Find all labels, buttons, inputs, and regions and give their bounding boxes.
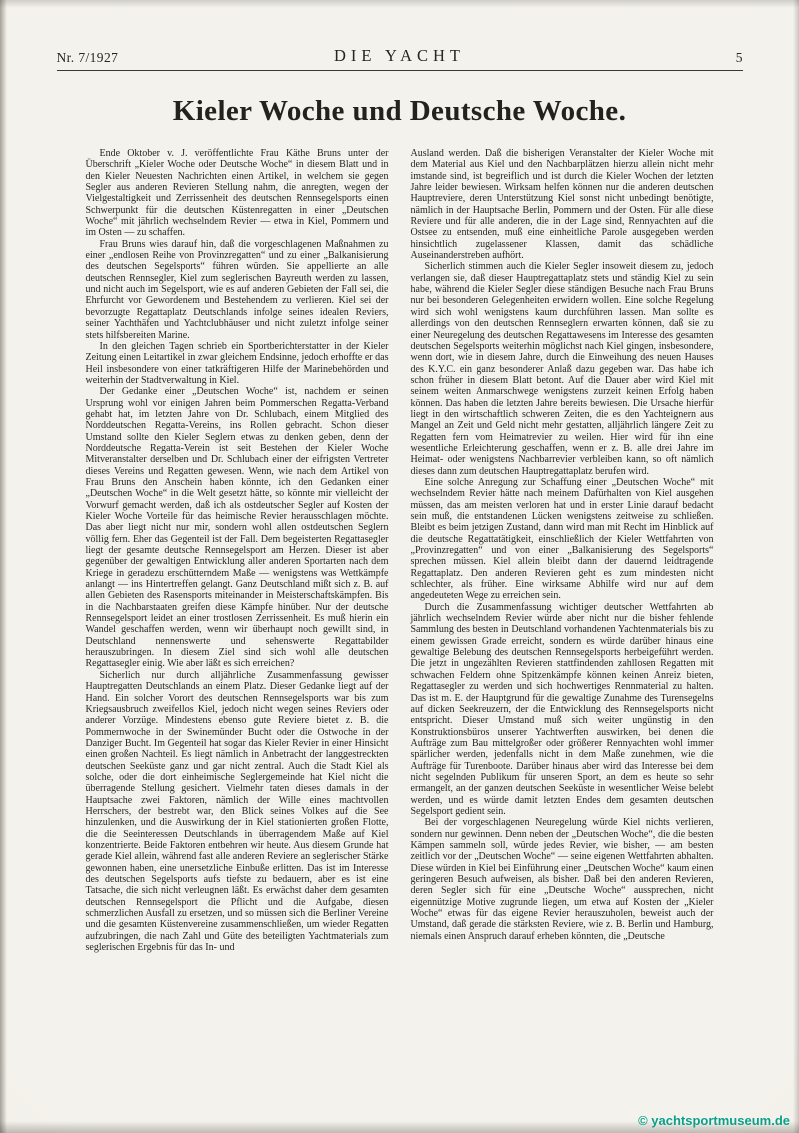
- paragraph: In den gleichen Tagen schrieb ein Sportberichterstatter in der Kieler Zeitung einen Leitartikel in zwar gleichem Endsinne, jedoch erhoffte er das Heil insbesondere von einer tatkräftigeren Hilfe der Marinebehörden und weiterhin der Stadtverwaltung in Kiel.: [85, 340, 389, 386]
- journal-title: DIE YACHT: [333, 46, 465, 65]
- paragraph: Frau Bruns wies darauf hin, daß die vorgeschlagenen Maßnahmen zu einer „endlosen Reihe von Provinzregatten“ und zu einer „Balkanisierung des deutschen Segelsports“ führen würden. Sie appellierte an alle deutschen Rennsegler, Kiel zum seglerischen Bayreuth werden zu lassen, und nicht auch im Segelsport, wie es auf anderen Gebieten der Fall sei, die Ehrfurcht vor Gewordenem und Bestehendem zu verlieren. Kiel sei der bevorzugte Regattaplatz Deutschlands infolge seines idealen Reviers, seiner Yachthäfen und Yachtclubhäuser und nicht zuletzt infolge seiner stets hilfsbereiten Marine.: [85, 238, 389, 341]
- paragraph: Bei der vorgeschlagenen Neuregelung würde Kiel nichts verlieren, sondern nur gewinnen. Denn neben der „Deutschen Woche“, die die besten Kämpen sammeln soll, würde jedes Revier, wie bisher, — am besten zeitlich vor der „Deutschen Woche“ — seine eigenen Wettfahrten abhalten. Diese würden in Kiel bei Einführung einer „Deutschen Woche“ kaum einen geringeren Besuch aufweisen, als bisher. Daß bei den anderen Revieren, deren Segler sich für eine „Deutsche Woche“ aussprechen, nicht eigennützige Motive zugrunde liegen, um etwa auf Kosten der „Kieler Woche“ etwas für das eigene Revier herauszuholen, beweist auch der Umstand, daß gerade die stärksten Reviere, wie z. B. Berlin und Hamburg, niemals einen Anspruch darauf erheben könnten, die „Deutsche: [410, 817, 714, 942]
- paragraph: Sicherlich stimmen auch die Kieler Segler insoweit diesem zu, jedoch verlangen sie, daß dieser Hauptregattaplatz stets und ständig Kiel zu sein habe, während die Kieler Segler diese ständigen Besuche nach Frau Bruns nur bei besonderen Gelegenheiten erwidern wollen. Eine solche Regelung wird sich wohl wenigstens kaum durchführen lassen. Man sollte es allerdings von den deutschen Rennseglern erwarten können, daß sie zu einer Neuregelung des deutschen Regattawesens im Interesse des gesamten deutschen Segelsports weiterhin möglichst nach Kiel gingen, insbesondere, wenn dort, wie in diesem Jahre, durch die Einweihung des neuen Hauses des K.Y.C. ein ganz besonderer Anlaß dazu gegeben war. Das habe ich schon früher in diesem Blatt betont. Auf die Dauer aber wird Kiel mit seinem weiten Anmarschwege wenigstens zurzeit keinen Erfolg haben können. Das haben die letzten Jahre bereits bewiesen. Die Ursache hierfür liegt in den wirtschaftlich schweren Zeiten, die es den Yachteignern aus Mangel an Zeit und Geld nicht mehr gestatten, alljährlich längere Zeit zu Regatten fern vom Heimatrevier zu weilen. Hier wird für ihn eine wesentliche Erleichterung geschaffen, wenn er z. B. alle drei Jahre im Heimat- oder wenigstens Nachbarrevier verbleiben kann, so oft nämlich dieses dann zum deutschen Hauptregattaplatz berufen wird.: [410, 261, 714, 477]
- watermark-copyright: © yachtsportmuseum.de: [638, 1113, 790, 1128]
- header-rule: [57, 70, 743, 71]
- masthead: [57, 0, 743, 66]
- page-number: 5: [735, 50, 743, 65]
- right-column: [411, 148, 714, 953]
- paragraph: Eine solche Anregung zur Schaffung einer „Deutschen Woche“ mit wechselndem Revier hätte nach meinem Dafürhalten von Kiel ausgehen müssen, das am meisten verloren hat und in erster Linie darauf bedacht sein muß, die entstandenen Lücken wenigstens zeitweise zu schließen. Bleibt es beim jetzigen Zustand, dann wird man mit Recht im Hinblick auf die deutsche Regattatätigkeit, einschließlich der Kieler Wettfahrten von „Provinzregatten“ und von einer „Balkanisierung des Segelsports“ sprechen müssen. Kiel allein bleibt dann der dauernd leidtragende Regattaplatz. Den anderen Revieren geht es zum mindesten nicht schlechter, als früher. Eine wirksame Abhilfe wird nur auf dem angedeuteten Wege zu erreichen sein.: [410, 476, 714, 602]
- paragraph-continuation: Ausland werden. Daß die bisherigen Veranstalter der Kieler Woche mit dem Material aus Kiel und den Nachbarplätzen hierzu allein nicht mehr imstande sind, ist begreiflich und ist durch die Kieler Wochen der letzten Jahre leider bewiesen. Wirksam helfen können nur die anderen deutschen Hauptreviere, deren Unterstützung Kiel sonst nicht unbedingt benötigte, nämlich in der Hauptsache Berlin, Pommern und der Osten. Für alle diese Reviere und für alle anderen, die in der Lage sind, Rennyachten auf die Ostsee zu entsenden, muß eine einheitliche Parole ausgegeben werden hinsichtlich zugelassener Klassen, damit das schädliche Auseinanderstreben aufhört.: [410, 148, 714, 262]
- paragraph: Sicherlich nur durch alljährliche Zusammenfassung gewisser Hauptregatten Deutschlands an einem Platz. Dieser Gedanke liegt auf der Hand. Ein solcher Vorort des deutschen Rennsegelsports war bis zum Kriegsausbruch zweifellos Kiel, jedoch nicht wegen seines Reviers oder anderer Vorzüge. Mindestens ebenso gute Reviere bietet z. B. die Pommernwoche in der Swinemünder Bucht oder die Ostwoche in der Danziger Bucht. Im Gegenteil hat sogar das Kieler Revier in einer Hinsicht einen großen Nachteil. Es liegt nämlich in Anbetracht der langgestreckten deutschen Seeküste ganz und gar nicht zentral. Auch die Stadt Kiel als solche, oder die dort einheimische Seglergemeinde hat Kiel nicht die überragende Stellung gesichert. Vielmehr taten dieses damals in der Hauptsache zwei Faktoren, nämlich der Wille eines machtvollen Herrschers, der bestrebt war, den Blick seines Volkes auf die See hinzulenken, und die Auswirkung der in Kiel stationierten großen Flotte, die die Seeinteressen Deutschlands in überragendem Maße auf Kiel konzentrierte. Beide Faktoren entbehren wir heute. Aus diesem Grunde hat gerade Kiel allein, während fast alle anderen Reviere an seglerischer Stärke gewonnen haben, eine unersetzliche Einbuße erlitten. Das ist im Interesse des deutschen Segelsports aufs tiefste zu bedauern, aber es ist eine Tatsache, die sich nicht verleugnen läßt. Es erwächst daher dem gesamten deutschen Rennsegelsport die Pflicht und die Aufgabe, diesen schmerzlichen Ausfall zu ersetzen, und so müssen sich die Berliner Vereine und die gesamten Küstenvereine zusammenschließen, um wieder Regatten aufzubringen, die nach Zahl und Güte des beteiligten Yachtmaterials zum seglerischen Ergebnis für das In- und: [85, 669, 389, 954]
- issue-number: Nr. 7/1927: [56, 50, 119, 65]
- paragraph: Durch die Zusammenfassung wichtiger deutscher Wettfahrten ab jährlich wechselndem Revier würde aber nicht nur die bisher fehlende Sammlung des besten in Deutschland vorhandenen Yachtenmaterials bis zu einem gewissen Grade erreicht, sondern es würde darüber hinaus eine gewaltige Belebung des deutschen Rennsegelsports herbeigeführt werden. Die jetzt in ungezählten Revieren stattfindenden zahllosen Regatten mit schwachen Feldern ohne Spitzenkämpfe können keinen Anreiz bieten, Regattasegler zu werden und sich hochwertiges Rennmaterial zu halten. Das ist m. E. der Hauptgrund für die gewaltige Zunahme des Turensegelns auf dicken Seekreuzern, der die Entwicklung des Rennsegelsports nicht entspricht. Dieser Umstand muß sich weiter ungünstig in den Konstruktionsbüros unserer Yachtwerften auswirken, bei denen die Aufträge zum Bau mittelgroßer oder größerer Rennyachten wohl immer spärlicher werden, jedenfalls nicht in dem Maße zunehmen, wie die Aufträge für Turenboote. Darüber hinaus aber wird das Interesse bei dem nicht segelnden Publikum für unseren Sport, an dem es heute so sehr ermangelt, an der ganzen deutschen Seeküste in wesentlicher Weise belebt werden, und es würde damit letzten Endes dem gesamten deutschen Segelsport gedient sein.: [410, 601, 714, 817]
- article-title: Kieler Woche und Deutsche Woche.: [172, 95, 627, 127]
- paragraph: Der Gedanke einer „Deutschen Woche“ ist, nachdem er seinen Ursprung wohl vor einigen Jahren beim Pommerschen Regatta-Verband gehabt hat, im letzten Jahre von Dr. Schlubach, einem Mitglied des Norddeutschen Regatta-Vereins, ins Rollen gebracht. Schon dieser Umstand sollte den Kieler Seglern etwas zu denken geben, denn der Norddeutsche Regatta-Verein ist seit Bestehen der Kieler Woche Mitveranstalter derselben und Dr. Schlubach einer der eifrigsten Vertreter dieses Vereins und Regatten gewesen. Wenn, wie nach dem Artikel von Frau Bruns den Anschein haben könnte, ich den Gedanken einer „Deutschen Woche“ in die Welt gesetzt hätte, so könnte mir vielleicht der Vorwurf gemacht werden, daß ich als ostdeutscher Segler auf Kosten der Kieler Woche Vorteile für das heimische Revier herausschlagen möchte. Das aber liegt nicht nur mir, sondern wohl allen ostdeutschen Seglern völlig fern. Eher das Gegenteil ist der Fall. Dem begeisterten Regattasegler liegt der gesamte deutsche Rennsegelsport am Herzen. Dieser ist aber gegenüber der gewaltigen Entwicklung aller anderen Sportarten nach dem Kriege in geradezu erschütterndem Maße — wenigstens was Wettkämpfe anlangt — ins Hintertreffen gelangt. Ganz Deutschland mißt sich z. B. auf allen Gebieten des Rasensports miteinander in Meisterschaftskämpfen. Bis in die Nachbarstaaten greifen diese Kämpfe hinüber. Nur der deutsche Rennsegelsport leidet an einer trostlosen Zerrissenheit. Es muß hierin ein Wandel geschaffen werden, wenn wir überhaupt noch gewillt sind, in Deutschland nennenswerte und sehenswerte Regattabilder herauszubringen. In diesem Ziel sind sich wohl alle deutschen Regattasegler einig. Wie aber läßt es sich erreichen?: [85, 386, 389, 670]
- article-body: [86, 148, 714, 953]
- left-column: [86, 148, 389, 953]
- paragraph: Ende Oktober v. J. veröffentlichte Frau Käthe Bruns unter der Überschrift „Kieler Woche oder Deutsche Woche“ in diesem Blatt und in den Kieler Neuesten Nachrichten einen Artikel, in welchem sie gegen Segler aus anderen Revieren Stellung nahm, die anregten, wegen der Vielgestaltigkeit und Zerrissenheit des deutschen Rennsegelsports einen Schwerpunkt für die deutschen Küstenregatten in einer „Deutschen Woche“ mit jährlich wechselndem Revier — etwa in Kiel, Pommern und im Osten — zu schaffen.: [85, 148, 389, 239]
